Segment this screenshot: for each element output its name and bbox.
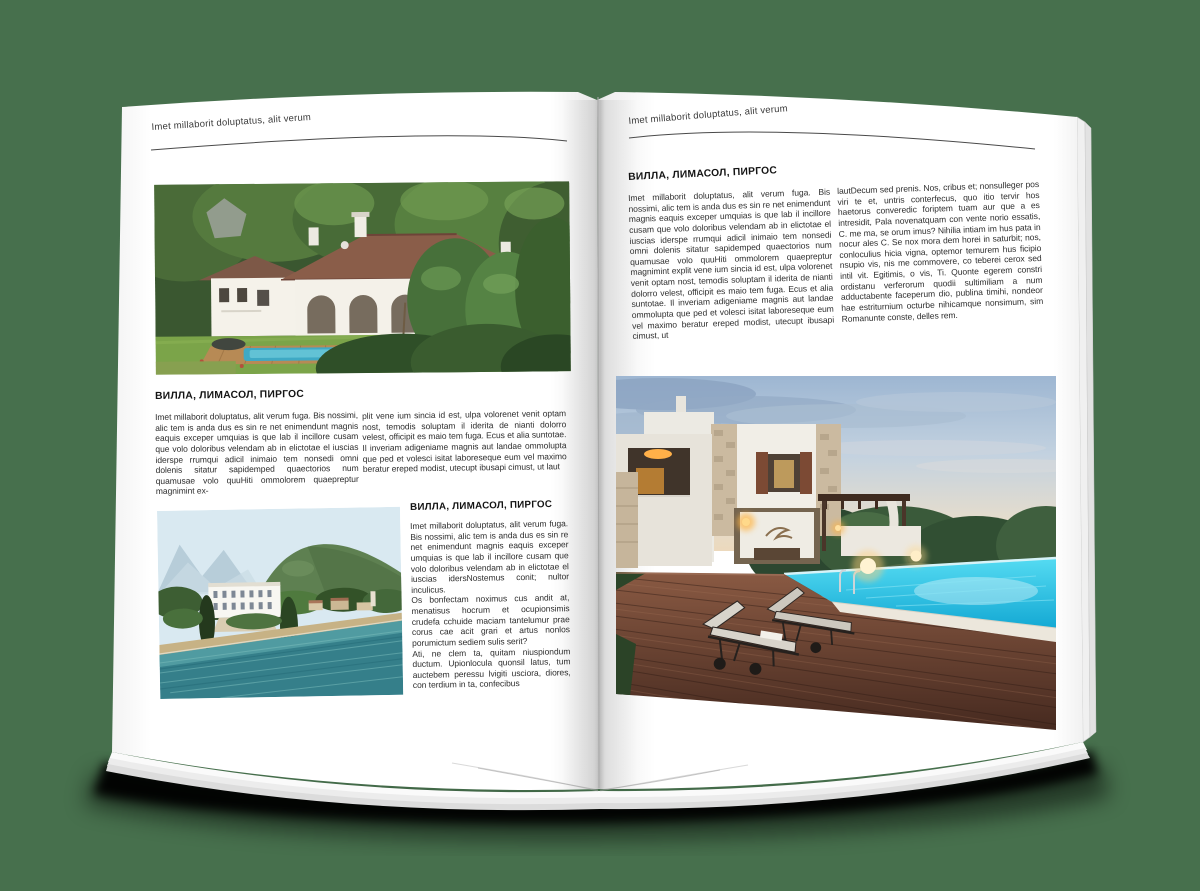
right-section-col2: lautDecum sed prenis. Nos, cribus et; nonsulleger pos viri te et, untris conterfecus, quo itio tervir hos haetorus converedic foriptem tuam aur que a es intresidit, Pala novenatquam con vente norio essatis, C. me ma, se orum imus? Nihilia intiam im hus pata in nocur ales C. Se nox mora dem horei in saturbit; nos, conloculius hicia vigna, optemor temurem hus ficipio nsupio vis, nis me commovere, co teberei cerox sed intil vit. Egitimis, o vis, Ti. Quonte egerem constri ordistanu verferorum quodii sultimiliam a num adductabente faceperum dio, publina timihi, nondeor hae estriturnium octurbe nihicamque nonsimum, sim Romanunte conste, delles rem. [837,178,1044,324]
left-section2-heading: ВИЛЛА, ЛИМАСОЛ, ПИРГОС [410,499,553,513]
left-section2-para2: Os bonfectam noximus cus andit at, menatisus hocrum et ocupionsimis crudefa cchuide maciam tantelumur prae corus cae acit grari et artus nonlos porumictum sediem sulis serit? [411,592,571,648]
lake-villa-photo [157,507,403,699]
right-running-head: Imet millaborit doluptatus, alit verum [628,103,789,127]
left-section2-para1: Imet millaborit doluptatus, alit verum fuga. Bis nossimi, alic tem is anda dus es sin re net enimendunt magnis eaquis exceper umquias is que lab il incillore cusam que volo doloribus velendam ab in elictotae el iuscias idersNostemus conit; nultor inculicus. [410,518,570,595]
left-section1-col1: Imet millaborit doluptatus, alit verum fuga. Bis nossimi, alic tem is anda dus es sin re net enimendunt magnis eaquis exceper umquias is que lab il incillore cusam que volo doloribus velendam ab in elictotae el iuscias iderspe rrumqui adicil inimaio tem nonsedi omni dolenis sitatur sapidemped quaectorios num quamusae volo quuHiti ommolorem quaepreptur magnimint ex- [155,409,359,497]
right-section-heading: ВИЛЛА, ЛИМАСОЛ, ПИРГОС [628,165,778,183]
right-page [600,0,1200,891]
left-section1-heading: ВИЛЛА, ЛИМАСОЛ, ПИРГОС [155,388,305,402]
left-section2-para3: Ati, ne clem ta, quitam niuspiondum ductum. Upionlocula quonsil latus, tum auctebem peressu lvigiti usciora, diores, con terdium in ta, confecibus [412,645,571,691]
pool-villa-dusk-photo [616,376,1056,732]
left-section2-text [410,518,571,691]
left-header-rule [150,133,568,153]
right-section-col1: Imet millaborit doluptatus, alit verum fuga. Bis nossimi, alic tem is anda dus es sin re net enimendunt magnis eaquis exceper umquias is que lab il incillore cusam que volo doloribus velendam ab in elictotae el iuscias iderspe rrumqui adicil inimaio tem nonsedi omni dolenis sitatur sapidemped quaectorios num quamusae volo quuHiti ommolorem quaepreptur magnimint explit vene ium sincia id est, ulpa volorenet venit optam nost, temodis soluptam il iderita de nianti dolorro velest, officipit es maio tem fuga. Ecus et alia suntotae. Il inveriam adigeniame magnis aut landae ommolupta que ped et volesci isitat laboreseque eum vel maximo beratur ereped modist, utecupt ibusapi cimust, ut [628,186,835,342]
left-running-head: Imet millaborit doluptatus, alit verum [151,111,312,133]
left-section1-col2: plit vene ium sincia id est, ulpa volorenet venit optam nost, temodis soluptam il iderita de nianti dolorro velest, officipit es maio tem fuga. Ecus et alia suntotae. Il inveriam adigeniame magnis aut landae ommolupta que ped et volesci isitat laboreseque eum vel maximo beratur ereped modist, utecupt ibusapi cimust, ut laut [362,408,567,475]
right-header-rule [627,126,1037,152]
villa-exterior-photo [154,181,571,375]
